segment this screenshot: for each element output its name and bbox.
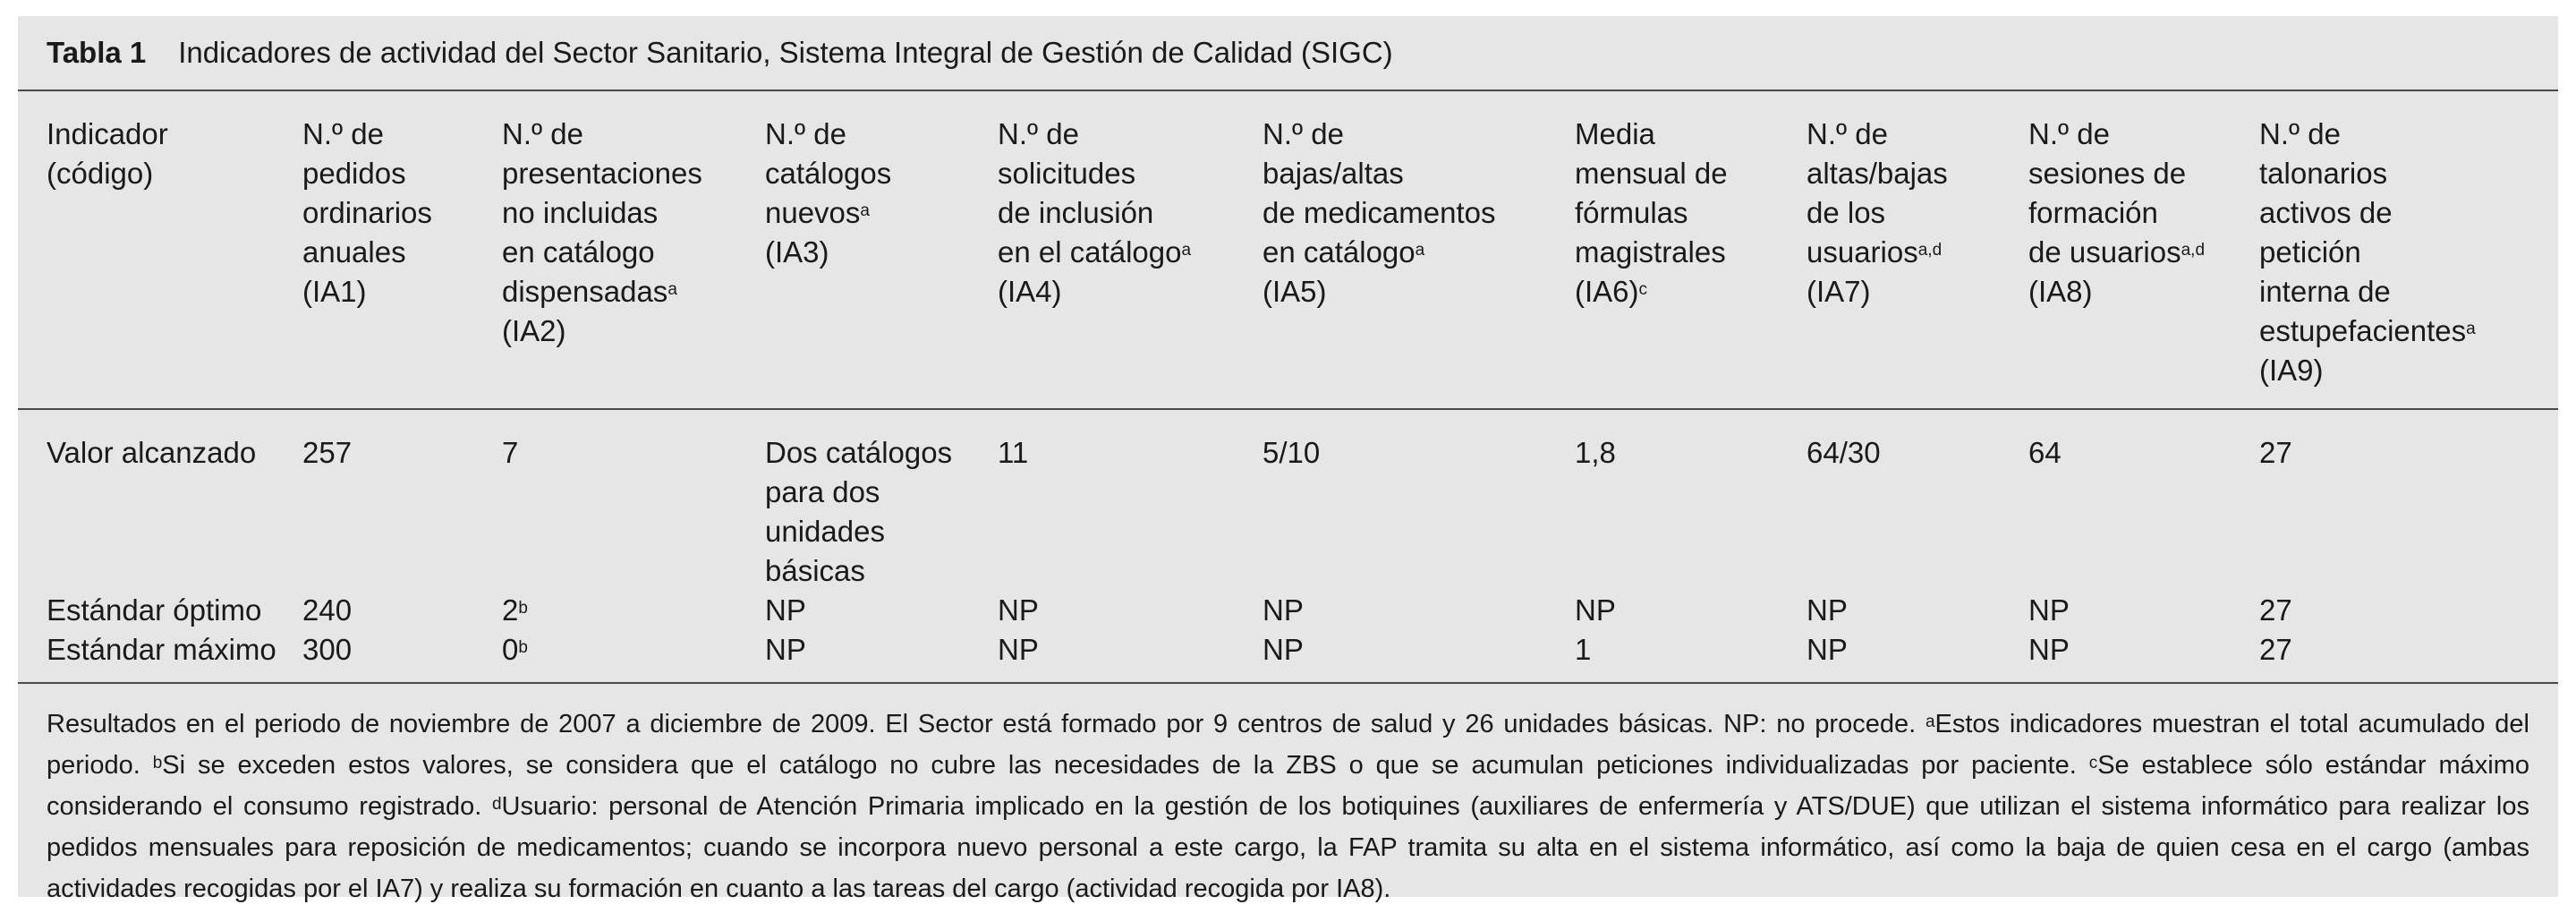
column-header-line: $(IA6)^c$ <box>1575 275 1648 308</box>
table-cell: NP <box>1262 630 1575 683</box>
table-cell: 257 <box>302 436 353 469</box>
footnote-marker: a <box>2466 320 2476 338</box>
column-header-line: catálogos <box>765 157 892 190</box>
footnote-marker: a <box>1181 241 1192 260</box>
footnote-marker: b <box>518 638 528 657</box>
table-panel <box>18 16 2558 903</box>
footnote-marker: a,d <box>1917 241 1943 260</box>
column-header-line: nuevos$^a$ <box>765 196 870 229</box>
table-row-valor-alcanzado <box>18 409 2558 591</box>
column-header-line: interna de <box>2259 275 2391 308</box>
table-cell: 2$^b$ <box>502 593 528 627</box>
table-cell: NP <box>1575 593 1616 627</box>
footnote-text: Si se exceden estos valores, se considera que el catálogo no cubre las necesidades de la ZBS o que se acumulan peticiones individualizadas por paciente. <box>162 751 2089 780</box>
column-header-line: en catálogo$^a$ <box>1262 235 1425 269</box>
footnote-marker: b <box>518 599 528 618</box>
column-header-line: solicitudes <box>998 157 1136 190</box>
column-header <box>1807 91 2028 409</box>
column-header-line: pedidos <box>302 157 406 190</box>
cell-line: unidades <box>765 515 885 548</box>
column-header-line: bajas/altas <box>1262 157 1404 190</box>
column-header-line: sesiones de <box>2028 157 2187 190</box>
column-header-line: petición <box>2259 235 2361 269</box>
footnote-marker: c <box>1638 280 1648 299</box>
column-header-line: (IA3) <box>765 235 829 269</box>
footnote-marker: b <box>152 754 163 772</box>
column-header-line: de medicamentos <box>1262 196 1496 229</box>
footnote-text: Se establece sólo estándar máximo considerando el consumo registrado. <box>47 751 2530 821</box>
column-header-line: (IA2) <box>502 314 566 347</box>
footnote-marker: d <box>491 795 502 814</box>
column-header-line: (IA5) <box>1262 275 1327 308</box>
table-cell: NP <box>998 630 1262 683</box>
column-header-line: no incluidas <box>502 196 659 229</box>
footnote-marker: a <box>1925 712 1935 731</box>
column-header-line: fórmulas <box>1575 196 1688 229</box>
cell-line: Dos catálogos <box>765 436 953 469</box>
table-cell: NP <box>1807 593 1848 627</box>
indicators-table <box>18 91 2558 684</box>
column-header-line: N.º de <box>1807 117 1888 150</box>
column-header-line: en catálogo <box>502 235 655 269</box>
table-cell: NP <box>2028 630 2259 683</box>
table-cell: NP <box>765 593 806 627</box>
table-cell: 64/30 <box>1807 436 1881 469</box>
table-footnote <box>18 684 2558 909</box>
table-cell: NP <box>998 593 1039 627</box>
footnote-text: Resultados en el periodo de noviembre de 2007 a diciembre de 2009. El Sector está formado por 9 centros de salud y 26 unidades básicas. NP: no procede. <box>47 710 1926 738</box>
footnote-marker: c <box>2088 754 2098 772</box>
table-cell: NP <box>2028 593 2070 627</box>
table-label: Tabla 1 <box>47 36 147 69</box>
column-header-line: magistrales <box>1575 235 1726 269</box>
column-header-line: (IA8) <box>2028 275 2093 308</box>
column-header-line: formación <box>2028 196 2158 229</box>
column-header <box>302 91 502 409</box>
column-header-line: (código) <box>47 157 154 190</box>
column-header-line: N.º de <box>1262 117 1344 150</box>
table-cell: 1 <box>1575 630 1807 683</box>
column-header-line: anuales <box>302 235 406 269</box>
column-header-line: N.º de <box>302 117 384 150</box>
table-cell: 0$^b$ <box>502 630 765 683</box>
table-cell: 7 <box>502 436 519 469</box>
table-row-estandar-optimo <box>18 591 2558 630</box>
table-cell <box>765 409 998 591</box>
column-header-line: de los <box>1807 196 1886 229</box>
header-row <box>18 91 2558 409</box>
table-cell: 64 <box>2028 436 2062 469</box>
table-cell: 1,8 <box>1575 436 1616 469</box>
column-header-line: N.º de <box>2028 117 2110 150</box>
table-cell: NP <box>765 630 998 683</box>
column-header-line: Media <box>1575 117 1655 150</box>
table-cell: 27 <box>2259 436 2292 469</box>
table-cell: 27 <box>2259 630 2558 683</box>
column-header-line: talonarios <box>2259 157 2388 190</box>
row-label: Estándar máximo <box>18 630 302 683</box>
column-header-line: presentaciones <box>502 157 702 190</box>
footnote-marker: a <box>860 201 870 220</box>
column-header-line: de inclusión <box>998 196 1154 229</box>
table-caption <box>18 16 2558 91</box>
column-header-line: (IA1) <box>302 275 367 308</box>
table-cell: NP <box>1807 630 2028 683</box>
column-header <box>502 91 765 409</box>
footnote-text: Usuario: personal de Atención Primaria implicado en la gestión de los botiquines (auxiliares de enfermería y ATS/DUE) que utilizan el sistema informático para realizar los pedidos mensuales para reposición de medicamentos; cuando se incorpora nuevo personal a este cargo, la FAP tramita su alta en el sistema informático, así como la baja de quien cesa en el cargo (ambas actividades recogidas por el IA7) y realiza su formación en cuanto a las tareas del cargo (actividad recogida por IA8). <box>47 792 2529 903</box>
column-header-line: Indicador <box>47 117 168 150</box>
column-header <box>765 91 998 409</box>
column-header-line: mensual de <box>1575 157 1728 190</box>
column-header-line: altas/bajas <box>1807 157 1948 190</box>
column-header-line: (IA7) <box>1807 275 1871 308</box>
column-header-line: activos de <box>2259 196 2393 229</box>
column-header <box>998 91 1262 409</box>
column-header <box>18 91 302 409</box>
column-header <box>1262 91 1575 409</box>
column-header-line: N.º de <box>765 117 846 150</box>
footnote-text: Estos indicadores muestran el total acumulado del periodo. <box>47 710 2529 780</box>
column-header-line: ordinarios <box>302 196 432 229</box>
row-label: Estándar óptimo <box>47 593 262 627</box>
column-header-line: (IA4) <box>998 275 1062 308</box>
row-label: Valor alcanzado <box>47 436 257 469</box>
footnote-marker: a <box>1415 241 1425 260</box>
column-header <box>2259 91 2558 409</box>
column-header-line: N.º de <box>2259 117 2341 150</box>
footnote-marker: a,d <box>2181 241 2206 260</box>
table-cell: 11 <box>998 436 1029 469</box>
footnote-marker: a <box>667 280 677 299</box>
cell-line: para dos <box>765 475 880 508</box>
table-cell: 240 <box>302 593 353 627</box>
table-cell: 300 <box>302 630 502 683</box>
table-cell: NP <box>1262 593 1304 627</box>
table-cell: 5/10 <box>1262 436 1321 469</box>
column-header-line: en el catálogo$^a$ <box>998 235 1192 269</box>
cell-line: básicas <box>765 554 865 587</box>
table-cell: 27 <box>2259 593 2292 627</box>
column-header <box>1575 91 1807 409</box>
table-row-estandar-maximo <box>18 630 2558 683</box>
column-header-line: estupefacientes$^a$ <box>2259 314 2476 347</box>
column-header-line: (IA9) <box>2259 354 2324 387</box>
table-body <box>18 409 2558 683</box>
column-header <box>2028 91 2259 409</box>
column-header-line: dispensadas$^a$ <box>502 275 677 308</box>
column-header-line: N.º de <box>502 117 583 150</box>
column-header-line: usuarios$^{a,d}$ <box>1807 235 1943 269</box>
column-header-line: N.º de <box>998 117 1079 150</box>
column-header-line: de usuarios$^{a,d}$ <box>2028 235 2206 269</box>
table-title: Indicadores de actividad del Sector Sanitario, Sistema Integral de Gestión de Calidad (SIGC) <box>178 36 1393 69</box>
